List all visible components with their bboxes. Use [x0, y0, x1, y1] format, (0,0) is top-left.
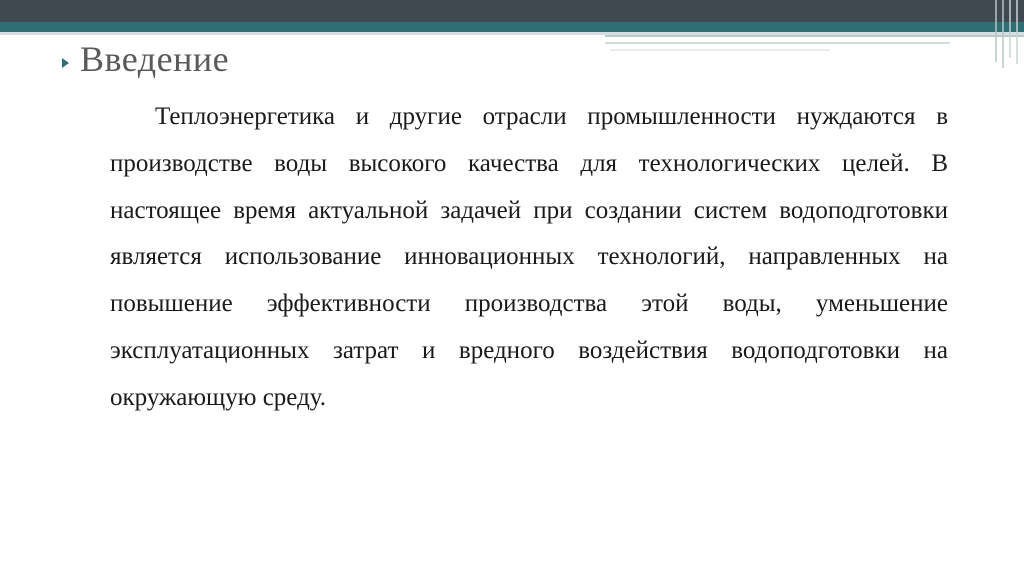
header-light-bar	[0, 32, 1024, 35]
slide-title: Введение	[80, 39, 230, 79]
triangle-arrow-icon	[62, 58, 69, 68]
header-accent-bar	[0, 22, 1024, 32]
header-bar	[0, 0, 1024, 22]
body-paragraph: Теплоэнергетика и другие отрасли промышленности нуждаются в производстве воды высокого качества для технологических целей. В настоящее время актуальной задачей при создании систем водоподготовки является использование инновационных технологий, направленных на повышение эффективности производства этой воды, уменьшение эксплуатационных затрат и вредного воздействия водоподготовки на окружающую среду.	[110, 103, 948, 411]
